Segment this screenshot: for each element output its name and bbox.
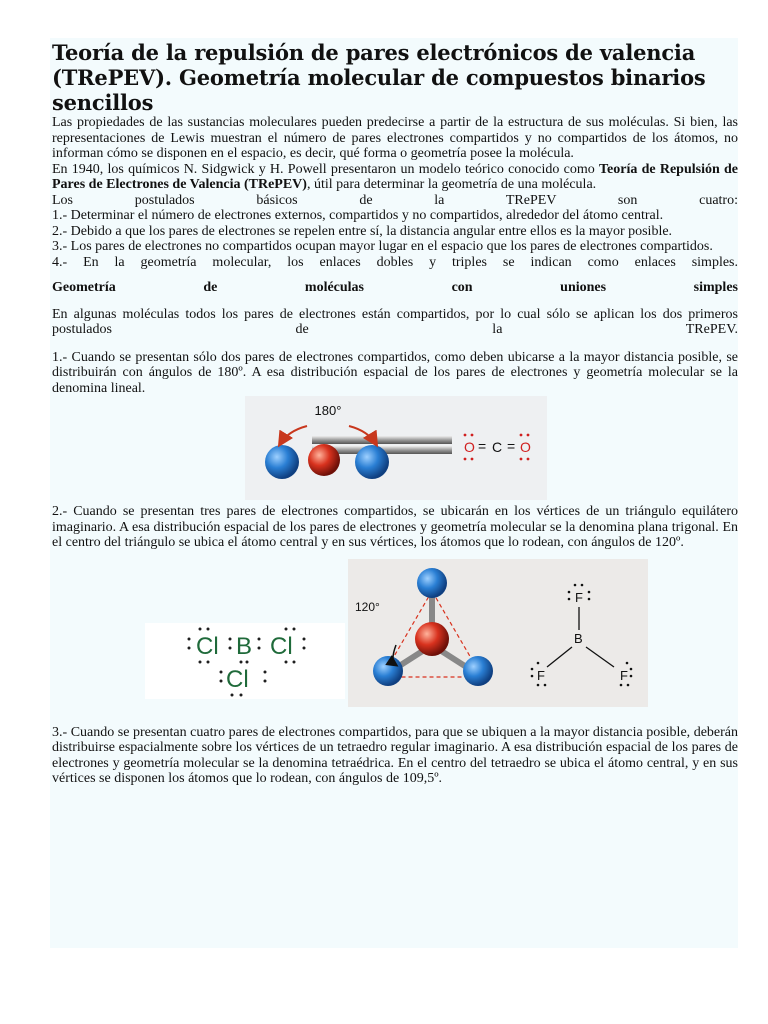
section-heading: Geometría de moléculas con uniones simples [52, 280, 738, 295]
oxygen-atom-left [265, 445, 299, 479]
lewis-b-center: B [574, 630, 583, 646]
fluorine-atom-left [373, 656, 403, 686]
double-bond-sign: = [507, 438, 516, 454]
fluorine-atom-top [417, 568, 447, 598]
postulate-3: 3.- Los pares de electrones no compartidos ocupan mayor lugar en el espacio que los pares de electrones compartidos. [52, 239, 713, 254]
linear-figure-svg [52, 396, 738, 500]
postulates-intro: Los postulados básicos de la TRePEV son cuatro: [52, 192, 738, 208]
fluorine-atom-right [463, 656, 493, 686]
page-title: Teoría de la repulsión de pares electrónicos de valencia (TRePEV). Geometría molecular de compuestos binarios sencillos [52, 40, 706, 115]
postulate-1: 1.- Determinar el número de electrones externos, compartidos y no compartidos, alrededor del átomo central. [52, 208, 664, 223]
intro-paragraph: Las propiedades de las sustancias moleculares pueden predecirse a partir de la estructura de sus moléculas. Si bien, las representaciones de Lewis muestran el número de pares electrones compartidos y no compartidos de los átomos, no informan cómo se disponen en el espacio, es decir, qué forma o geometría posee la molécula. [52, 115, 738, 161]
lewis-c: C [492, 439, 503, 455]
case-1-text: 1.- Cuando se presentan sólo dos pares de electrones compartidos, como deben ubicarse a la mayor distancia posible, se distribuirán con ángulos de 180º. A esa distribución espacial de los pares de electrones y geometría molecular se la denomina lineal. [52, 349, 738, 396]
linear-geometry-figure [52, 396, 738, 500]
trigonal-geometry-figure [52, 559, 738, 707]
lewis-cl-bottom: Cl [226, 665, 249, 693]
case-2-text: 2.- Cuando se presentan tres pares de electrones compartidos, se ubicarán en los vértices de un triángulo equilátero imaginario. A esa distribución espacial de los pares de electrones y geometría molecular se la denomina plana trigonal. En el centro del triángulo se ubica el átomo central y en sus vértices, los átomos que lo rodean, con ángulos de 120º. [52, 504, 738, 550]
angle-label-180: 180° [314, 403, 342, 418]
trigonal-figure-svg [52, 559, 738, 707]
case-3-text: 3.- Cuando se presentan cuatro pares de electrones compartidos, para que se ubiquen a la mayor distancia posible, deberán distribuirse espacialmente sobre los vértices de un tetraedro regular imaginario. A esa distribución espacial de los pares de electrones y geometría molecular se la denomina tetraédrica. En el centro del tetraedro se ubica el átomo central, y en sus vértices se disponen los átomos que lo rodean, con ángulos de 109,5º. [52, 724, 738, 786]
lewis-b: B [236, 632, 253, 660]
lewis-f-left: F [537, 667, 545, 683]
bond [312, 436, 452, 444]
carbon-atom [308, 444, 340, 476]
lewis-f-right: F [620, 667, 628, 683]
postulate-4: 4.- En la geometría molecular, los enlaces dobles y triples se indican como enlaces simples. [52, 254, 738, 270]
double-bond-sign: = [478, 438, 487, 454]
lewis-cl-right: Cl [270, 632, 293, 660]
lewis-o-left: O [464, 439, 475, 455]
angle-label-120: 120° [355, 599, 380, 614]
history-paragraph: En 1940, los químicos N. Sidgwick y H. Powell presentaron un modelo teórico conocido como Teoría de Repulsión de Pares de Electrones de Valencia (TRePEV), útil para determinar la geometría de una molécula. [52, 161, 738, 192]
lewis-o-right: O [520, 439, 531, 455]
theory-name: Teoría de Repulsión de Pares de Electrones de Valencia (TRePEV) [52, 161, 738, 192]
lewis-f-top: F [575, 589, 583, 605]
lewis-co2 [464, 438, 531, 455]
postulate-2: 2.- Debido a que los pares de electrones se repelen entre sí, la distancia angular entre ellos es la mayor posible. [52, 223, 673, 239]
section-intro: En algunas moléculas todos los pares de electrones están compartidos, por lo cual sólo se aplican los dos primeros postulados de la TRePEV. [52, 306, 738, 337]
boron-atom [415, 622, 449, 656]
article [52, 40, 738, 787]
oxygen-atom-right [355, 445, 389, 479]
lewis-cl-left: Cl [196, 632, 219, 660]
